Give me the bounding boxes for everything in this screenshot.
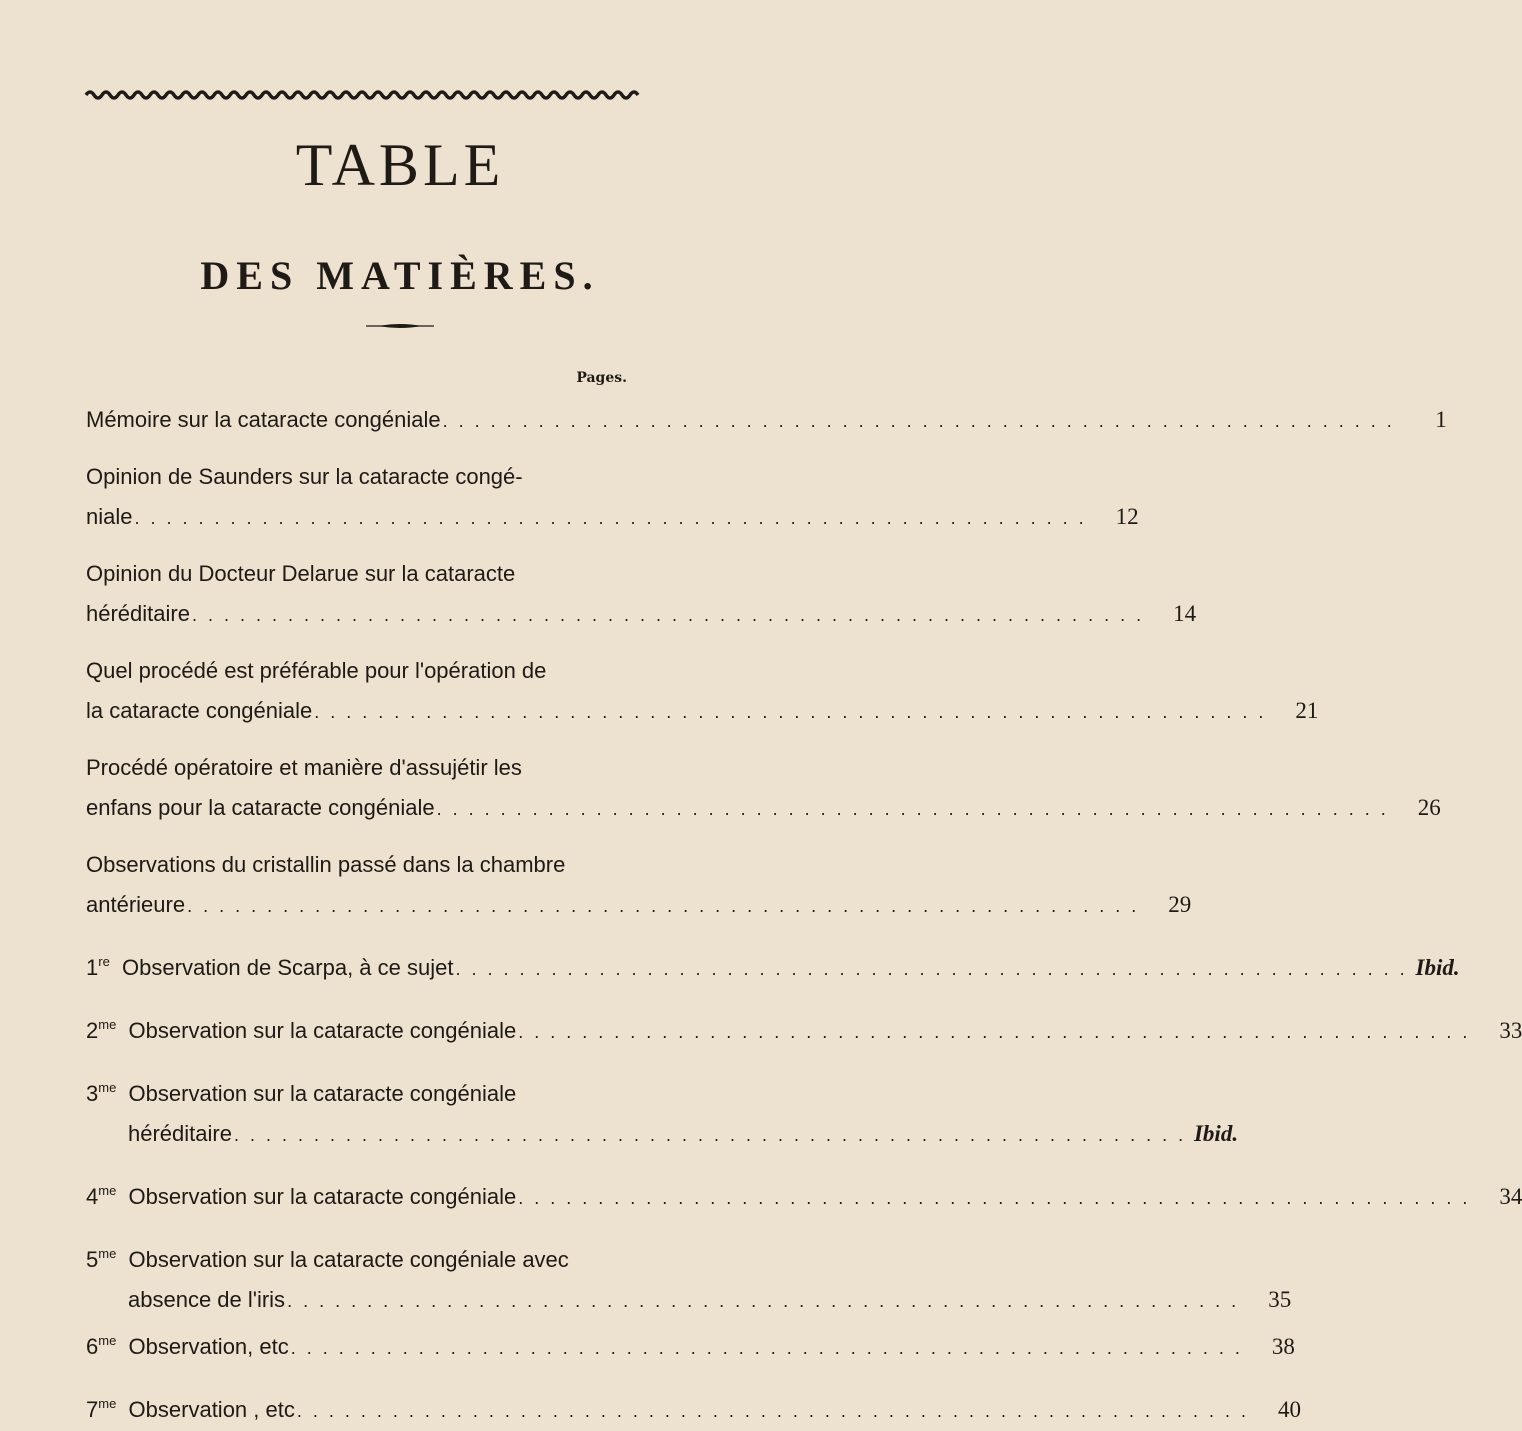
leader-dots: . . . . . . . . . . . . . . . . . . . . . . . . . . . . . . . . . . . . . . . . . . . . . . . . . . . . . . . . . . . . <box>518 1022 1471 1042</box>
toc-entry <box>86 651 1319 732</box>
entry-title-continued: antérieure <box>86 892 186 917</box>
entry-title-continued: héréditaire <box>128 1121 232 1146</box>
entry-title: Quel procédé est préférable pour l'opération de <box>86 658 547 683</box>
leader-dots: . . . . . . . . . . . . . . . . . . . . . . . . . . . . . . . . . . . . . . . . . . . . . . . . . . . . . . . . . . . . <box>134 508 1087 528</box>
entry-ordinal: $2^{me}$ <box>86 1017 117 1043</box>
entry-title-continued: absence de l'iris <box>128 1287 286 1312</box>
toc-entry <box>86 1068 1239 1155</box>
leader-dots: . . . . . . . . . . . . . . . . . . . . . . . . . . . . . . . . . . . . . . . . . . . . . . . . . . . . . . . . . . . . <box>290 1338 1243 1358</box>
page-number: Ibid. <box>1415 955 1460 980</box>
page-number: Ibid. <box>1193 1121 1239 1146</box>
entry-title: Observations du cristallin passé dans la chambre <box>86 852 566 877</box>
toc-entry <box>86 1005 1522 1052</box>
toc-entry <box>86 554 1197 635</box>
leader-dots: . . . . . . . . . . . . . . . . . . . . . . . . . . . . . . . . . . . . . . . . . . . . . . . . . . . . . . . . . . . . <box>442 411 1395 431</box>
decorative-rule <box>366 322 434 330</box>
toc-entry <box>86 1321 1295 1368</box>
entry-title-continued: niale <box>86 504 133 529</box>
entry-title-continued: héréditaire <box>86 601 190 626</box>
page-title: TABLE <box>295 132 505 198</box>
page-number: 12 <box>1115 504 1139 529</box>
leader-dots: . . . . . . . . . . . . . . . . . . . . . . . . . . . . . . . . . . . . . . . . . . . . . . . . . . . . . . . . . . . . <box>233 1125 1187 1145</box>
toc-entry <box>86 1234 1292 1321</box>
entry-title: Observation, etc <box>128 1334 289 1359</box>
entry-title: Procédé opératoire et manière d'assujétir les <box>86 755 522 780</box>
page-number: 35 <box>1268 1287 1292 1312</box>
page-number: 33 <box>1499 1018 1522 1043</box>
toc-entry <box>86 748 1441 829</box>
entry-ordinal: $4^{me}$ <box>86 1183 117 1209</box>
leader-dots: . . . . . . . . . . . . . . . . . . . . . . . . . . . . . . . . . . . . . . . . . . . . . . . . . . . . . . . . . . . . <box>436 799 1389 819</box>
page-number: 1 <box>1435 407 1447 432</box>
page-number: 38 <box>1271 1334 1295 1359</box>
entry-ordinal: $6^{me}$ <box>86 1333 117 1359</box>
toc-entry <box>86 942 1460 989</box>
entry-ordinal: $5^{me}$ <box>86 1246 117 1272</box>
toc-entry <box>86 400 1447 441</box>
entry-title: Opinion de Saunders sur la cataracte congé- <box>86 464 523 489</box>
page-number: 14 <box>1173 601 1197 626</box>
entry-title: Opinion du Docteur Delarue sur la cataracte <box>86 561 516 586</box>
page-number: 29 <box>1168 892 1192 917</box>
toc-entry <box>86 845 1192 926</box>
entry-title-continued: enfans pour la cataracte congéniale <box>86 795 435 820</box>
page-number: 26 <box>1417 795 1441 820</box>
leader-dots: . . . . . . . . . . . . . . . . . . . . . . . . . . . . . . . . . . . . . . . . . . . . . . . . . . . . . . . . . . . . <box>455 959 1408 979</box>
table-of-contents <box>86 400 1522 1431</box>
entry-title: Mémoire sur la cataracte congéniale <box>86 407 441 432</box>
pages-column-heading: Pages. <box>576 370 627 386</box>
entry-title: Observation de Scarpa, à ce sujet <box>122 955 454 980</box>
entry-title: Observation , etc <box>128 1397 295 1422</box>
entry-title: Observation sur la cataracte congéniale <box>128 1081 517 1106</box>
entry-title: Observation sur la cataracte congéniale <box>128 1018 517 1043</box>
entry-title: Observation sur la cataracte congéniale avec <box>128 1247 569 1272</box>
ornamental-border <box>86 88 638 102</box>
leader-dots: . . . . . . . . . . . . . . . . . . . . . . . . . . . . . . . . . . . . . . . . . . . . . . . . . . . . . . . . . . . . <box>191 605 1145 625</box>
entry-ordinal: 1re <box>86 954 110 980</box>
page-number: 40 <box>1277 1397 1301 1422</box>
leader-dots: . . . . . . . . . . . . . . . . . . . . . . . . . . . . . . . . . . . . . . . . . . . . . . . . . . . . . . . . . . . . <box>187 896 1140 916</box>
page-subtitle: DES MATIÈRES. <box>200 253 600 298</box>
toc-entry <box>86 457 1139 538</box>
page-number: 21 <box>1295 698 1319 723</box>
leader-dots: . . . . . . . . . . . . . . . . . . . . . . . . . . . . . . . . . . . . . . . . . . . . . . . . . . . . . . . . . . . . <box>296 1401 1249 1421</box>
entry-title: Observation sur la cataracte congéniale <box>128 1184 517 1209</box>
leader-dots: . . . . . . . . . . . . . . . . . . . . . . . . . . . . . . . . . . . . . . . . . . . . . . . . . . . . . . . . . . . . <box>314 702 1267 722</box>
toc-entry <box>86 1384 1301 1431</box>
page-number: 34 <box>1499 1184 1522 1209</box>
entry-title-continued: la cataracte congéniale <box>86 698 313 723</box>
entry-ordinal: $7^{me}$ <box>86 1396 117 1422</box>
leader-dots: . . . . . . . . . . . . . . . . . . . . . . . . . . . . . . . . . . . . . . . . . . . . . . . . . . . . . . . . . . . . <box>518 1188 1471 1208</box>
toc-entry <box>86 1171 1522 1218</box>
leader-dots: . . . . . . . . . . . . . . . . . . . . . . . . . . . . . . . . . . . . . . . . . . . . . . . . . . . . . . . . . . . . <box>287 1291 1240 1311</box>
entry-ordinal: $3^{me}$ <box>86 1080 117 1106</box>
